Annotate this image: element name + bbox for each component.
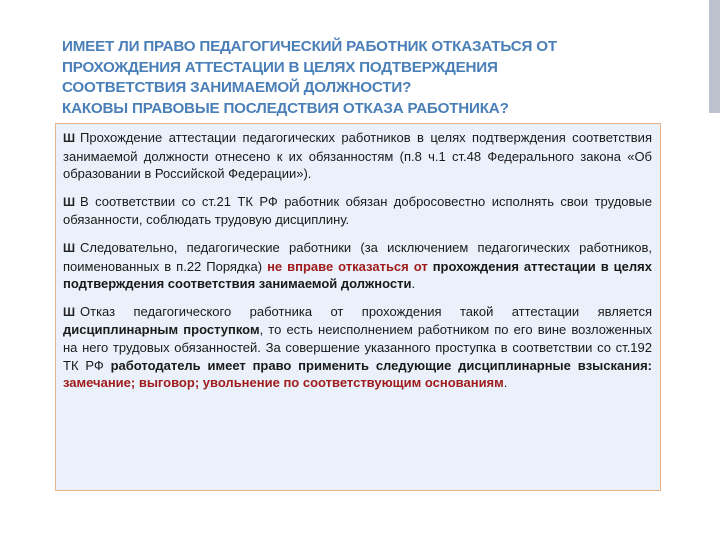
- emphasis-bold: прохождения аттестации в целях подтверждения соответствия занимаемой должности: [63, 258, 652, 292]
- slide-title: [62, 37, 662, 119]
- bullet-icon: Ш: [63, 240, 74, 255]
- emphasis-red: ; увольнение по соответствующим основаниям: [194, 375, 504, 391]
- paragraph-text: Отказ педагогического работника от прохождения такой аттестации является: [80, 303, 652, 319]
- title-line: ИМЕЕТ ЛИ ПРАВО ПЕДАГОГИЧЕСКИЙ РАБОТНИК ОТКАЗАТЬСЯ ОТ: [62, 38, 557, 55]
- paragraph-refusal-consequences: [63, 303, 652, 392]
- paragraph-labor-code: [63, 193, 652, 229]
- paragraph-end: .: [503, 375, 508, 391]
- title-line: КАКОВЫ ПРАВОВЫЕ ПОСЛЕДСТВИЯ ОТКАЗА РАБОТНИКА?: [62, 99, 509, 117]
- paragraph-text: Следовательно, педагогические работники (за исключением педагогических работников, поименованных в п.22 Порядка): [63, 239, 652, 274]
- emphasis-bold: дисциплинарным проступком: [63, 322, 260, 338]
- paragraph-end: .: [411, 276, 416, 292]
- bullet-icon: Ш: [63, 131, 74, 145]
- paragraph-attestation-duty: [63, 129, 652, 183]
- paragraph-conclusion: [63, 239, 652, 293]
- paragraph-text: , то есть неисполнением работником по его вине возложенных на него трудовых обязанностей. За совершение указанного проступка в соответствии со ст.192 ТК РФ: [63, 322, 652, 373]
- paragraph-text: Прохождение аттестации педагогических работников в целях подтверждения соответствия занимаемой должности отнесено к их обязанностям (п.8 ч.1 ст.48 Федерального закона «Об образовании в Российской Федерации»).: [63, 130, 652, 182]
- bullet-icon: Ш: [63, 194, 74, 209]
- title-line: СООТВЕТСТВИЯ ЗАНИМАЕМОЙ ДОЛЖНОСТИ?: [62, 79, 412, 96]
- title-line: ПРОХОЖДЕНИЯ АТТЕСТАЦИИ В ЦЕЛЯХ ПОДТВЕРЖДЕНИЯ: [62, 58, 498, 76]
- paragraph-text: В соответствии со ст.21 ТК РФ работник обязан добросовестно исполнять свои трудовые обязанности, соблюдать трудовую дисциплину.: [63, 193, 652, 228]
- emphasis-bold: работодатель имеет право применить следующие дисциплинарные взыскания:: [110, 357, 652, 373]
- content-box: [55, 123, 661, 491]
- decorative-side-bar: [709, 0, 720, 113]
- emphasis-red: замечание; выговор: [63, 375, 195, 391]
- bullet-icon: Ш: [63, 304, 74, 319]
- emphasis-red: не вправе отказаться от: [267, 258, 428, 274]
